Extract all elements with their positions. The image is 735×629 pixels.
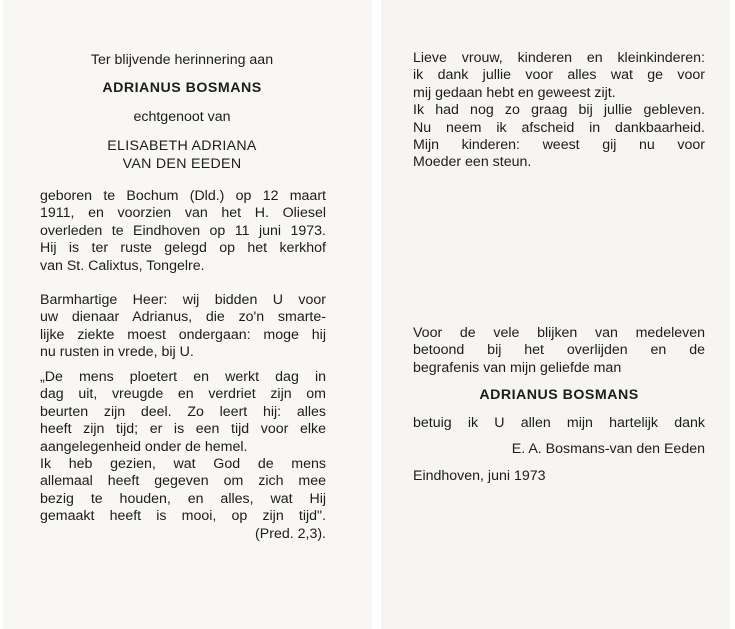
prayer-paragraph	[40, 292, 326, 362]
quote-reference: (Pred. 2,3).	[255, 525, 326, 542]
memorial-header	[40, 52, 324, 173]
prayer-line: lijke ziekte moest ondergaan: moge hij	[40, 326, 326, 343]
scripture-quote	[40, 369, 326, 543]
quote-line: aangelegenheid onder de hemel.	[40, 438, 248, 455]
thanks-message	[413, 325, 705, 486]
farewell-line: mij gedaan hebt en geweest zijt.	[413, 84, 616, 101]
signature: E. A. Bosmans-van den Eeden	[511, 441, 705, 458]
bio-line: overleden te Eindhoven op 11 juni 1973.	[40, 222, 326, 239]
bio-line: geboren te Bochum (Dld.) op 12 maart	[40, 188, 326, 204]
quote-line: bezig te houden, en alles, wat Hij	[40, 490, 326, 507]
quote-line: „De mens ploetert en werkt dag in	[40, 369, 326, 385]
husband-name: ADRIANUS BOSMANS	[479, 387, 639, 404]
place-date: Eindhoven, juni 1973	[413, 468, 546, 485]
farewell-line: Ik had nog zo graag bij jullie gebleven.	[413, 102, 705, 119]
farewell-message	[413, 50, 705, 172]
biography-paragraph	[40, 188, 326, 275]
prayer-line: Barmhartige Heer: wij bidden U voor	[40, 292, 326, 308]
farewell-line: Nu neem ik afscheid in dankbaarheid.	[413, 119, 705, 136]
quote-line: beurten zijn deel. Zo leert hij: alles	[40, 403, 326, 420]
deceased-name: ADRIANUS BOSMANS	[102, 80, 262, 97]
spouse-label: echtgenoot van	[133, 108, 231, 125]
spouse-name-line-2: VAN DEN EEDEN	[122, 155, 242, 172]
thanks-line: begrafenis van mijn geliefde man	[413, 359, 622, 376]
bio-line: Hij is ter ruste gelegd op het kerkhof	[40, 240, 326, 257]
bio-line: van St. Calixtus, Tongelre.	[40, 257, 205, 274]
farewell-line: ik dank jullie voor alles wat ge voor	[413, 67, 705, 84]
quote-line: dag uit, vreugde en verdriet zijn om	[40, 386, 326, 403]
prayer-line: uw dienaar Adrianus, die zo'n smarte-	[40, 309, 326, 326]
farewell-line: Mijn kinderen: weest gij nu voor	[413, 137, 705, 154]
thanks-line: Voor de vele blijken van medeleven	[413, 325, 705, 341]
spouse-name-line-1: ELISABETH ADRIANA	[107, 138, 257, 155]
quote-line: heeft zijn tijd; er is een tijd voor elke	[40, 421, 326, 438]
quote-line: allemaal heeft gegeven om zich mee	[40, 473, 326, 490]
prayer-line: nu rusten in vrede, bij U.	[40, 344, 194, 361]
thanks-line: betoond bij het overlijden en de	[413, 342, 705, 359]
farewell-line: Moeder een steun.	[413, 154, 532, 171]
quote-line: Ik heb gezien, wat God de mens	[40, 456, 326, 473]
thanks-closing: betuig ik U allen mijn hartelijk dank	[413, 414, 705, 431]
bio-line: 1911, en voorzien van het H. Oliesel	[40, 205, 326, 222]
quote-line: gemaakt heeft is mooi, op zijn tijd".	[40, 508, 326, 525]
farewell-line: Lieve vrouw, kinderen en kleinkinderen:	[413, 50, 705, 66]
intro-text: Ter blijvende herinnering aan	[90, 52, 274, 68]
